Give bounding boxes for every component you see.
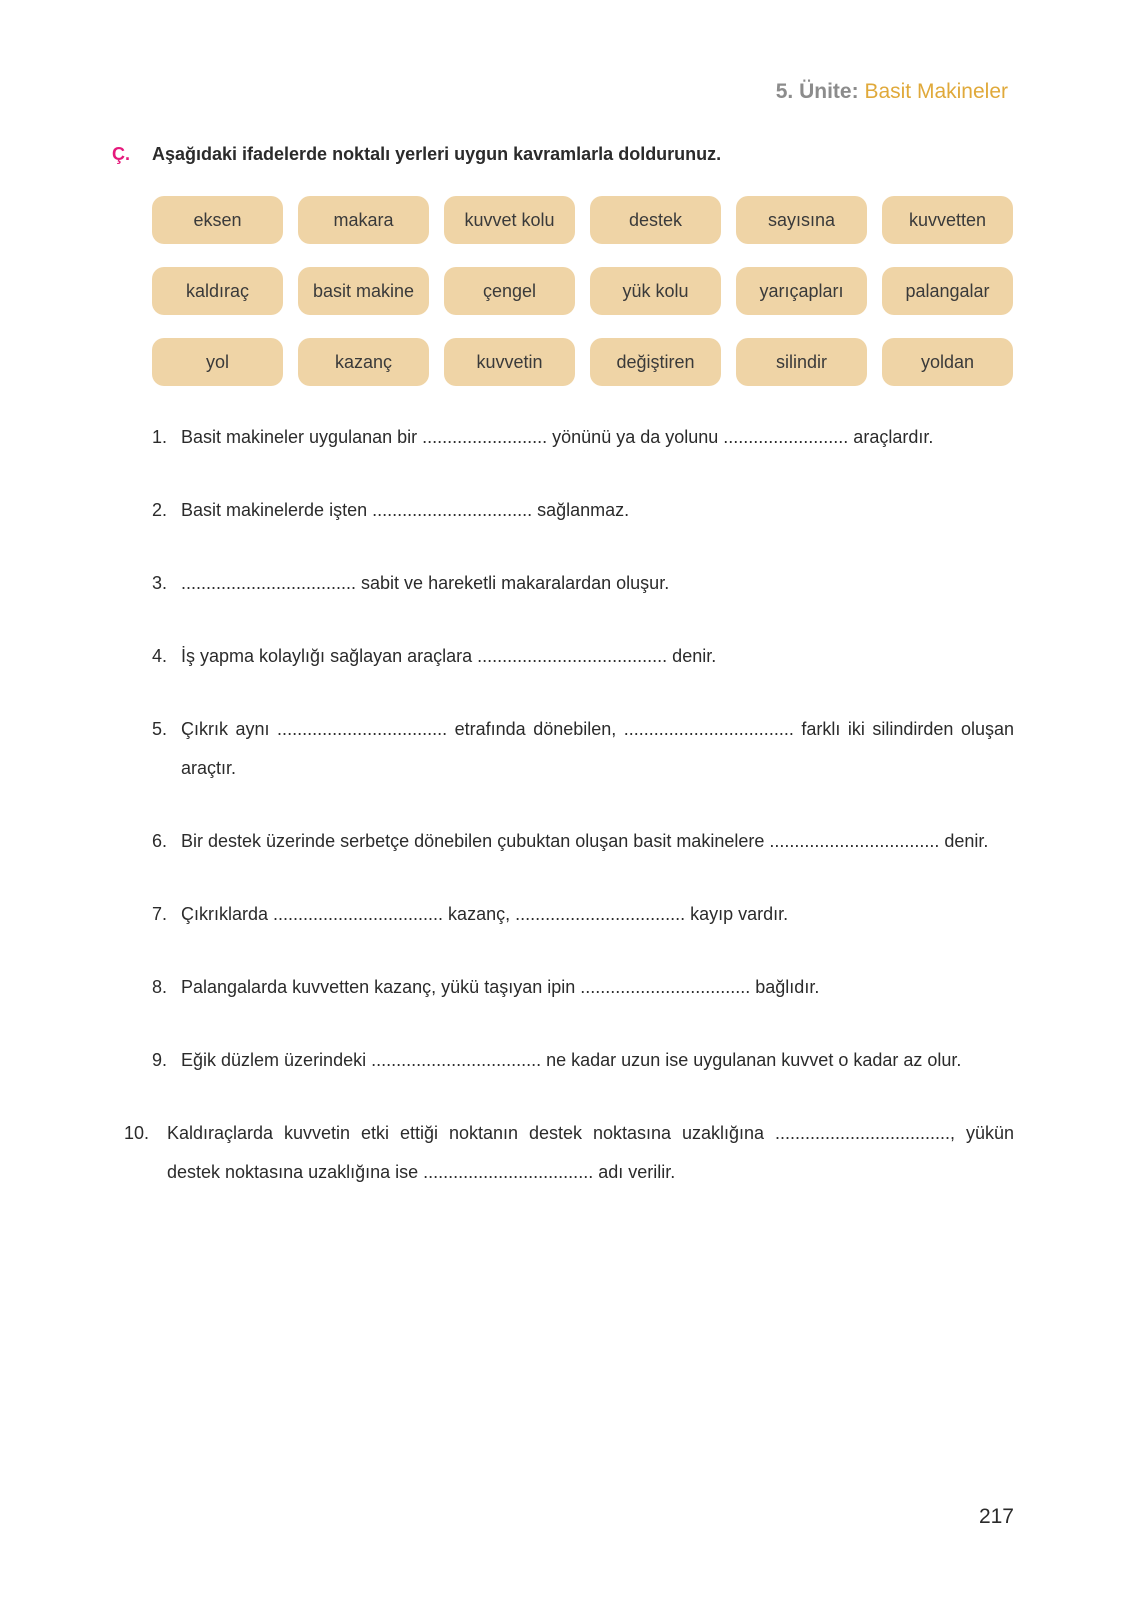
fill-in-item	[138, 1041, 1014, 1080]
word-chip: makara	[298, 196, 429, 244]
item-number: 10.	[124, 1123, 150, 1143]
item-text: Basit makinelerde işten ................................ sağlanmaz.	[181, 500, 630, 520]
word-chip: kuvvet kolu	[444, 196, 575, 244]
word-chip: yük kolu	[590, 267, 721, 315]
item-text: Kaldıraçlarda kuvvetin etki ettiği noktanın destek noktasına uzaklığına ..................................., yükün destek noktasına uzaklığına ise .................................. adı verilir.	[167, 1123, 1014, 1182]
unit-topic: Basit Makineler	[864, 80, 1008, 103]
word-chip: kuvvetten	[882, 196, 1013, 244]
word-chip: yarıçapları	[736, 267, 867, 315]
fill-in-item	[138, 637, 1014, 676]
word-chip: kaldıraç	[152, 267, 283, 315]
item-number: 8.	[152, 977, 168, 997]
unit-label: 5. Ünite:	[775, 80, 859, 103]
item-number: 6.	[152, 831, 168, 851]
item-number: 3.	[152, 573, 168, 593]
word-chip: çengel	[444, 267, 575, 315]
question-heading	[112, 144, 721, 165]
item-text: Palangalarda kuvvetten kazanç, yükü taşıyan ipin .................................. bağlıdır.	[181, 977, 820, 997]
fill-in-item	[138, 418, 1014, 457]
word-chip: değiştiren	[590, 338, 721, 386]
item-number: 9.	[152, 1050, 168, 1070]
item-text: Basit makineler uygulanan bir ......................... yönünü ya da yolunu ......................... araçlardır.	[181, 427, 934, 447]
item-number: 4.	[152, 646, 168, 666]
word-chip: destek	[590, 196, 721, 244]
fill-in-item	[124, 1114, 1014, 1192]
word-chip: yoldan	[882, 338, 1013, 386]
question-letter: Ç.	[112, 144, 130, 164]
fill-in-item	[138, 710, 1014, 788]
word-chip: sayısına	[736, 196, 867, 244]
item-text: Çıkrıklarda .................................. kazanç, .................................. kayıp vardır.	[181, 904, 789, 924]
fill-in-item	[138, 895, 1014, 934]
item-text: Çıkrık aynı .................................. etrafında dönebilen, .................................. farklı iki silindirden oluşan araçtır.	[181, 719, 1014, 778]
item-text: İş yapma kolaylığı sağlayan araçlara ...................................... denir.	[181, 646, 717, 666]
fill-in-item	[138, 822, 1014, 861]
item-number: 2.	[152, 500, 168, 520]
page-number: 217	[978, 1505, 1014, 1528]
word-chip: kuvvetin	[444, 338, 575, 386]
fill-in-list	[124, 418, 1014, 1192]
unit-header	[776, 80, 1008, 104]
item-text: Eğik düzlem üzerindeki .................................. ne kadar uzun ise uygulanan kuvvet o kadar az olur.	[181, 1050, 962, 1070]
word-chip: basit makine	[298, 267, 429, 315]
word-bank	[152, 196, 1014, 386]
question-instruction: Aşağıdaki ifadelerde noktalı yerleri uygun kavramlarla doldurunuz.	[152, 144, 722, 164]
item-number: 7.	[152, 904, 168, 924]
item-text: ................................... sabit ve hareketli makaralardan oluşur.	[181, 573, 670, 593]
fill-in-item	[138, 564, 1014, 603]
item-number: 1.	[152, 427, 168, 447]
item-number: 5.	[152, 719, 168, 739]
word-chip: eksen	[152, 196, 283, 244]
word-chip: silindir	[736, 338, 867, 386]
word-chip: palangalar	[882, 267, 1013, 315]
word-chip: yol	[152, 338, 283, 386]
fill-in-item	[138, 491, 1014, 530]
fill-in-item	[138, 968, 1014, 1007]
word-chip: kazanç	[298, 338, 429, 386]
item-text: Bir destek üzerinde serbetçe dönebilen çubuktan oluşan basit makinelere .................................. denir.	[181, 831, 989, 851]
